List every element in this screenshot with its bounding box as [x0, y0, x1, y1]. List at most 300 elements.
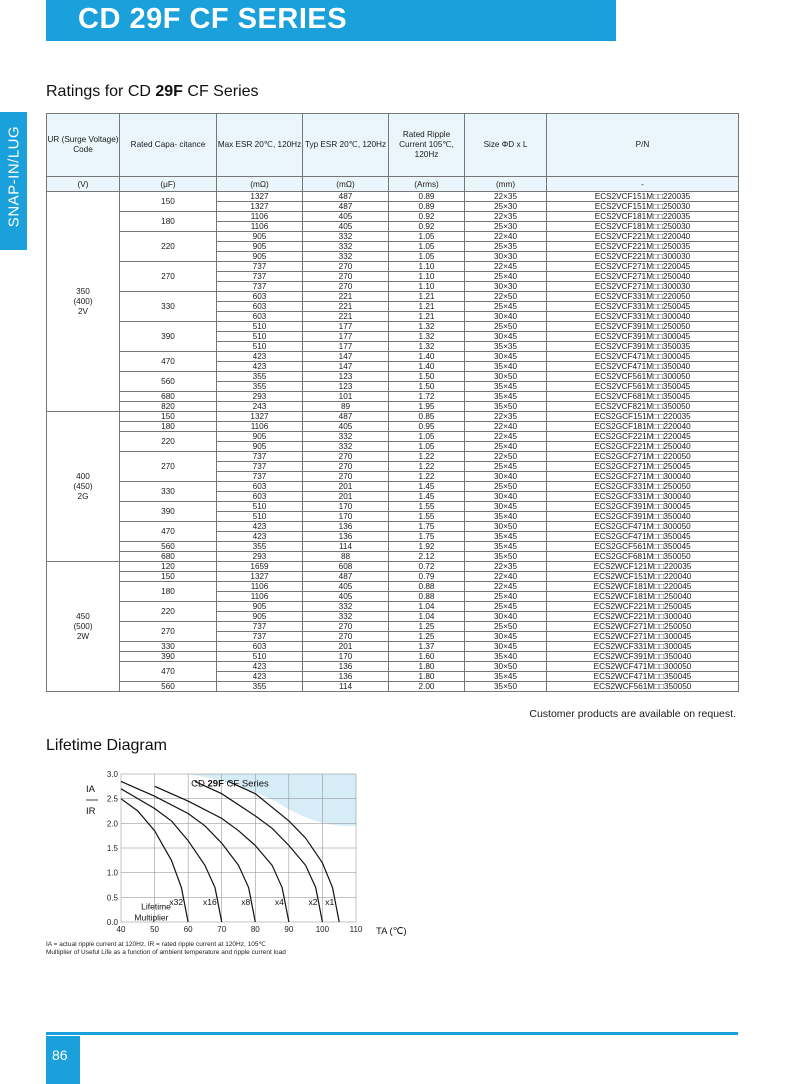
size-cell: 22×35	[465, 212, 547, 222]
ripple-current-cell: 1.25	[389, 622, 465, 632]
voltage-code-cell: 350 (400) 2V	[47, 192, 120, 412]
capacitance-cell: 820	[120, 402, 217, 412]
part-number-cell: ECS2GCF221M□□250040	[547, 442, 739, 452]
x-axis-label: TA (℃)	[376, 926, 407, 937]
max-esr-cell: 737	[217, 282, 303, 292]
ripple-current-cell: 1.72	[389, 392, 465, 402]
typ-esr-cell: 201	[303, 492, 389, 502]
max-esr-cell: 737	[217, 452, 303, 462]
table-row	[47, 622, 739, 632]
ripple-current-cell: 1.25	[389, 632, 465, 642]
ripple-current-cell: 0.88	[389, 582, 465, 592]
lifetime-chart-svg	[46, 760, 446, 960]
size-cell: 30×40	[465, 472, 547, 482]
part-number-cell: ECS2VCF181M□□250030	[547, 222, 739, 232]
part-number-cell: ECS2VCF821M□□350050	[547, 402, 739, 412]
size-cell: 30×50	[465, 662, 547, 672]
typ-esr-cell: 89	[303, 402, 389, 412]
max-esr-cell: 293	[217, 552, 303, 562]
typ-esr-cell: 147	[303, 352, 389, 362]
max-esr-cell: 510	[217, 322, 303, 332]
typ-esr-cell: 487	[303, 572, 389, 582]
part-number-cell: ECS2VCF221M□□220040	[547, 232, 739, 242]
unit-ripple: (Arms)	[389, 177, 465, 192]
table-row	[47, 482, 739, 492]
table-row	[47, 502, 739, 512]
part-number-cell: ECS2VCF271M□□250040	[547, 272, 739, 282]
size-cell: 30×45	[465, 502, 547, 512]
part-number-cell: ECS2VCF391M□□250050	[547, 322, 739, 332]
side-tab	[0, 112, 27, 250]
ripple-current-cell: 2.00	[389, 682, 465, 692]
ratings-title-prefix: Ratings for CD	[46, 83, 156, 100]
size-cell: 25×45	[465, 602, 547, 612]
typ-esr-cell: 332	[303, 602, 389, 612]
ripple-current-cell: 1.55	[389, 502, 465, 512]
y-axis-label-bottom: IR	[86, 806, 96, 817]
size-cell: 25×45	[465, 302, 547, 312]
size-cell: 25×50	[465, 622, 547, 632]
size-cell: 30×45	[465, 642, 547, 652]
ripple-current-cell: 1.05	[389, 252, 465, 262]
capacitance-cell: 150	[120, 572, 217, 582]
header-capacitance: Rated Capa- citance	[120, 114, 217, 177]
part-number-cell: ECS2GCF331M□□300040	[547, 492, 739, 502]
size-cell: 35×50	[465, 402, 547, 412]
ripple-current-cell: 1.75	[389, 532, 465, 542]
table-row	[47, 582, 739, 592]
table-row	[47, 192, 739, 202]
typ-esr-cell: 170	[303, 512, 389, 522]
part-number-cell: ECS2VCF471M□□300045	[547, 352, 739, 362]
size-cell: 35×45	[465, 532, 547, 542]
capacitance-cell: 470	[120, 522, 217, 542]
part-number-cell: ECS2WCF271M□□300045	[547, 632, 739, 642]
max-esr-cell: 423	[217, 672, 303, 682]
capacitance-cell: 470	[120, 352, 217, 372]
ratings-section-title	[46, 83, 259, 101]
table-row	[47, 412, 739, 422]
series-x2-label: x2	[308, 897, 318, 908]
max-esr-cell: 603	[217, 642, 303, 652]
table-row	[47, 642, 739, 652]
max-esr-cell: 293	[217, 392, 303, 402]
max-esr-cell: 243	[217, 402, 303, 412]
x-tick-label: 80	[250, 925, 260, 934]
ripple-current-cell: 0.88	[389, 592, 465, 602]
size-cell: 35×40	[465, 652, 547, 662]
capacitance-cell: 330	[120, 642, 217, 652]
part-number-cell: ECS2WCF471M□□300050	[547, 662, 739, 672]
part-number-cell: ECS2WCF121M□□220035	[547, 562, 739, 572]
size-cell: 25×50	[465, 482, 547, 492]
typ-esr-cell: 270	[303, 262, 389, 272]
size-cell: 25×30	[465, 202, 547, 212]
header-voltage-label: UR (Surge Voltage) Code	[47, 135, 119, 154]
ripple-current-cell: 1.40	[389, 352, 465, 362]
table-row	[47, 562, 739, 572]
size-cell: 22×40	[465, 232, 547, 242]
part-number-cell: ECS2WCF391M□□350040	[547, 652, 739, 662]
ratings-table	[46, 113, 739, 692]
part-number-cell: ECS2VCF271M□□220045	[547, 262, 739, 272]
capacitance-cell: 220	[120, 432, 217, 452]
max-esr-cell: 510	[217, 652, 303, 662]
size-cell: 30×40	[465, 612, 547, 622]
part-number-cell: ECS2VCF561M□□300050	[547, 372, 739, 382]
max-esr-cell: 737	[217, 622, 303, 632]
ripple-current-cell: 1.55	[389, 512, 465, 522]
voltage-code-cell: 400 (450) 2G	[47, 412, 120, 562]
max-esr-cell: 603	[217, 482, 303, 492]
multiplier-label-line2: Multiplier	[134, 912, 169, 923]
table-row	[47, 542, 739, 552]
typ-esr-cell: 270	[303, 622, 389, 632]
max-esr-cell: 905	[217, 442, 303, 452]
max-esr-cell: 1106	[217, 592, 303, 602]
typ-esr-cell: 332	[303, 432, 389, 442]
table-row	[47, 602, 739, 612]
typ-esr-cell: 136	[303, 522, 389, 532]
capacitance-cell: 270	[120, 622, 217, 642]
size-cell: 22×45	[465, 262, 547, 272]
table-row	[47, 352, 739, 362]
part-number-cell: ECS2WCF181M□□250040	[547, 592, 739, 602]
ripple-current-cell: 1.21	[389, 312, 465, 322]
part-number-cell: ECS2VCF681M□□350045	[547, 392, 739, 402]
ripple-current-cell: 1.32	[389, 342, 465, 352]
typ-esr-cell: 221	[303, 312, 389, 322]
ripple-current-cell: 1.22	[389, 452, 465, 462]
part-number-cell: ECS2VCF331M□□220050	[547, 292, 739, 302]
ripple-current-cell: 0.79	[389, 572, 465, 582]
max-esr-cell: 1327	[217, 572, 303, 582]
header-ripple-current: Rated Ripple Current 105℃, 120Hz	[389, 114, 465, 177]
typ-esr-cell: 88	[303, 552, 389, 562]
ripple-current-cell: 1.10	[389, 282, 465, 292]
unit-size: (mm)	[465, 177, 547, 192]
max-esr-cell: 510	[217, 502, 303, 512]
lifetime-section-title: Lifetime Diagram	[46, 737, 167, 754]
part-number-cell: ECS2WCF221M□□300040	[547, 612, 739, 622]
max-esr-cell: 603	[217, 492, 303, 502]
ripple-current-cell: 1.05	[389, 242, 465, 252]
size-cell: 30×45	[465, 332, 547, 342]
typ-esr-cell: 487	[303, 202, 389, 212]
typ-esr-cell: 136	[303, 532, 389, 542]
max-esr-cell: 510	[217, 342, 303, 352]
part-number-cell: ECS2GCF271M□□300040	[547, 472, 739, 482]
part-number-cell: ECS2GCF181M□□220040	[547, 422, 739, 432]
table-row	[47, 552, 739, 562]
ripple-current-cell: 0.85	[389, 412, 465, 422]
max-esr-cell: 510	[217, 512, 303, 522]
max-esr-cell: 1106	[217, 222, 303, 232]
size-cell: 35×45	[465, 672, 547, 682]
x-tick-label: 50	[150, 925, 160, 934]
typ-esr-cell: 177	[303, 332, 389, 342]
max-esr-cell: 905	[217, 612, 303, 622]
part-number-cell: ECS2WCF151M□□220040	[547, 572, 739, 582]
y-tick-label: 2.5	[106, 794, 118, 804]
max-esr-cell: 423	[217, 662, 303, 672]
ripple-current-cell: 2.12	[389, 552, 465, 562]
ripple-current-cell: 1.04	[389, 612, 465, 622]
ripple-current-cell: 0.89	[389, 192, 465, 202]
part-number-cell: ECS2VCF561M□□350045	[547, 382, 739, 392]
capacitance-cell: 680	[120, 552, 217, 562]
max-esr-cell: 905	[217, 432, 303, 442]
ripple-current-cell: 1.10	[389, 262, 465, 272]
ripple-current-cell: 1.60	[389, 652, 465, 662]
size-cell: 22×40	[465, 572, 547, 582]
part-number-cell: ECS2VCF151M□□250030	[547, 202, 739, 212]
footnote-2: Multiplier of Useful Life as a function of ambient temperature and ripple current load	[46, 949, 286, 956]
capacitance-cell: 270	[120, 452, 217, 482]
part-number-cell: ECS2GCF271M□□220050	[547, 452, 739, 462]
typ-esr-cell: 405	[303, 422, 389, 432]
max-esr-cell: 1659	[217, 562, 303, 572]
max-esr-cell: 603	[217, 302, 303, 312]
series-title-bar	[46, 0, 616, 41]
max-esr-cell: 510	[217, 332, 303, 342]
size-cell: 35×50	[465, 552, 547, 562]
footnote-1: IA = actual ripple current at 120Hz, IR = rated ripple current at 120Hz, 105℃	[46, 941, 266, 948]
table-row	[47, 652, 739, 662]
side-tab-label: SNAP-IN/LUG	[5, 125, 23, 228]
size-cell: 35×40	[465, 362, 547, 372]
max-esr-cell: 905	[217, 602, 303, 612]
size-cell: 35×40	[465, 512, 547, 522]
capacitance-cell: 180	[120, 582, 217, 602]
ripple-current-cell: 1.92	[389, 542, 465, 552]
ripple-current-cell: 1.50	[389, 382, 465, 392]
ripple-current-cell: 1.22	[389, 462, 465, 472]
capacitance-cell: 150	[120, 192, 217, 212]
capacitance-cell: 560	[120, 682, 217, 692]
unit-part-number: -	[547, 177, 739, 192]
ripple-current-cell: 1.10	[389, 272, 465, 282]
series-x4-label: x4	[274, 897, 284, 908]
table-row	[47, 372, 739, 382]
typ-esr-cell: 114	[303, 682, 389, 692]
size-cell: 30×45	[465, 632, 547, 642]
series-x1-label: x1	[325, 897, 335, 908]
series-title: CD 29F CF SERIES	[78, 3, 348, 35]
typ-esr-cell: 487	[303, 412, 389, 422]
table-row	[47, 422, 739, 432]
table-row	[47, 262, 739, 272]
ratings-table-body	[47, 192, 739, 692]
size-cell: 30×40	[465, 492, 547, 502]
unit-voltage: (V)	[47, 177, 120, 192]
ripple-current-cell: 1.32	[389, 332, 465, 342]
typ-esr-cell: 270	[303, 472, 389, 482]
max-esr-cell: 905	[217, 252, 303, 262]
table-row	[47, 662, 739, 672]
ripple-current-cell: 1.75	[389, 522, 465, 532]
part-number-cell: ECS2VCF391M□□350035	[547, 342, 739, 352]
typ-esr-cell: 221	[303, 292, 389, 302]
part-number-cell: ECS2WCF271M□□250050	[547, 622, 739, 632]
size-cell: 25×50	[465, 322, 547, 332]
ripple-current-cell: 0.92	[389, 222, 465, 232]
part-number-cell: ECS2WCF561M□□350050	[547, 682, 739, 692]
max-esr-cell: 737	[217, 262, 303, 272]
part-number-cell: ECS2WCF221M□□250045	[547, 602, 739, 612]
size-cell: 30×45	[465, 352, 547, 362]
max-esr-cell: 737	[217, 462, 303, 472]
max-esr-cell: 355	[217, 542, 303, 552]
max-esr-cell: 423	[217, 352, 303, 362]
header-typ-esr: Typ ESR 20℃, 120Hz	[303, 114, 389, 177]
ripple-current-cell: 1.21	[389, 302, 465, 312]
table-row	[47, 522, 739, 532]
voltage-code-cell: 450 (500) 2W	[47, 562, 120, 692]
max-esr-cell: 737	[217, 632, 303, 642]
max-esr-cell: 1106	[217, 582, 303, 592]
ratings-title-bold: 29F	[155, 83, 183, 100]
part-number-cell: ECS2GCF681M□□350050	[547, 552, 739, 562]
capacitance-cell: 390	[120, 502, 217, 522]
lifetime-chart	[46, 760, 446, 960]
typ-esr-cell: 177	[303, 342, 389, 352]
part-number-cell: ECS2GCF561M□□350045	[547, 542, 739, 552]
size-cell: 25×45	[465, 462, 547, 472]
series-x16-label: x16	[202, 897, 217, 908]
max-esr-cell: 737	[217, 472, 303, 482]
capacitance-cell: 390	[120, 652, 217, 662]
part-number-cell: ECS2GCF471M□□300050	[547, 522, 739, 532]
size-cell: 35×50	[465, 682, 547, 692]
size-cell: 22×50	[465, 292, 547, 302]
ripple-current-cell: 1.80	[389, 662, 465, 672]
part-number-cell: ECS2GCF151M□□220035	[547, 412, 739, 422]
max-esr-cell: 355	[217, 682, 303, 692]
part-number-cell: ECS2WCF331M□□300045	[547, 642, 739, 652]
typ-esr-cell: 136	[303, 672, 389, 682]
typ-esr-cell: 177	[303, 322, 389, 332]
size-cell: 22×50	[465, 452, 547, 462]
y-axis-label-top: IA	[86, 784, 95, 795]
footer-rule	[46, 1032, 738, 1035]
y-tick-label: 0.5	[106, 893, 118, 903]
size-cell: 22×35	[465, 412, 547, 422]
ripple-current-cell: 0.95	[389, 422, 465, 432]
typ-esr-cell: 487	[303, 192, 389, 202]
size-cell: 25×35	[465, 242, 547, 252]
max-esr-cell: 1106	[217, 212, 303, 222]
table-row	[47, 572, 739, 582]
part-number-cell: ECS2GCF331M□□250050	[547, 482, 739, 492]
size-cell: 22×45	[465, 432, 547, 442]
typ-esr-cell: 405	[303, 222, 389, 232]
capacitance-cell: 220	[120, 602, 217, 622]
size-cell: 25×40	[465, 442, 547, 452]
x-tick-label: 60	[183, 925, 193, 934]
unit-typ-esr: (mΩ)	[303, 177, 389, 192]
max-esr-cell: 905	[217, 242, 303, 252]
ripple-current-cell: 1.05	[389, 442, 465, 452]
ripple-current-cell: 1.22	[389, 472, 465, 482]
max-esr-cell: 355	[217, 382, 303, 392]
size-cell: 30×50	[465, 372, 547, 382]
typ-esr-cell: 136	[303, 662, 389, 672]
capacitance-cell: 330	[120, 292, 217, 322]
size-cell: 30×50	[465, 522, 547, 532]
max-esr-cell: 905	[217, 232, 303, 242]
typ-esr-cell: 270	[303, 272, 389, 282]
table-row	[47, 232, 739, 242]
typ-esr-cell: 201	[303, 482, 389, 492]
typ-esr-cell: 332	[303, 252, 389, 262]
part-number-cell: ECS2VCF151M□□220035	[547, 192, 739, 202]
ripple-current-cell: 1.21	[389, 292, 465, 302]
size-cell: 22×40	[465, 422, 547, 432]
size-cell: 22×45	[465, 582, 547, 592]
y-tick-label: 1.5	[106, 844, 118, 853]
part-number-cell: ECS2VCF471M□□350040	[547, 362, 739, 372]
part-number-cell: ECS2WCF181M□□220045	[547, 582, 739, 592]
y-tick-label: 0.0	[106, 918, 118, 927]
size-cell: 30×30	[465, 282, 547, 292]
typ-esr-cell: 332	[303, 242, 389, 252]
typ-esr-cell: 201	[303, 642, 389, 652]
part-number-cell: ECS2GCF391M□□300045	[547, 502, 739, 512]
typ-esr-cell: 405	[303, 592, 389, 602]
typ-esr-cell: 221	[303, 302, 389, 312]
typ-esr-cell: 270	[303, 282, 389, 292]
table-row	[47, 402, 739, 412]
ratings-title-suffix: CF Series	[182, 83, 259, 100]
size-cell: 22×35	[465, 562, 547, 572]
header-part-number: P/N	[547, 114, 739, 177]
typ-esr-cell: 405	[303, 582, 389, 592]
ripple-current-cell: 1.40	[389, 362, 465, 372]
max-esr-cell: 423	[217, 532, 303, 542]
typ-esr-cell: 270	[303, 632, 389, 642]
size-cell: 25×40	[465, 592, 547, 602]
table-row	[47, 292, 739, 302]
size-cell: 35×45	[465, 542, 547, 552]
typ-esr-cell: 270	[303, 462, 389, 472]
ripple-current-cell: 0.72	[389, 562, 465, 572]
page-number: 86	[52, 1047, 68, 1063]
capacitance-cell: 270	[120, 262, 217, 292]
capacitance-cell: 180	[120, 212, 217, 232]
ripple-current-cell: 1.50	[389, 372, 465, 382]
size-cell: 35×45	[465, 382, 547, 392]
part-number-cell: ECS2WCF471M□□350045	[547, 672, 739, 682]
ripple-current-cell: 1.37	[389, 642, 465, 652]
max-esr-cell: 355	[217, 372, 303, 382]
part-number-cell: ECS2VCF221M□□300030	[547, 252, 739, 262]
size-cell: 22×35	[465, 192, 547, 202]
max-esr-cell: 423	[217, 522, 303, 532]
part-number-cell: ECS2VCF181M□□220035	[547, 212, 739, 222]
typ-esr-cell: 101	[303, 392, 389, 402]
series-x32-label: x32	[169, 897, 184, 908]
unit-capacitance: (μF)	[120, 177, 217, 192]
part-number-cell: ECS2VCF271M□□300030	[547, 282, 739, 292]
typ-esr-cell: 114	[303, 542, 389, 552]
capacitance-cell: 560	[120, 542, 217, 552]
capacitance-cell: 120	[120, 562, 217, 572]
typ-esr-cell: 332	[303, 442, 389, 452]
size-cell: 35×35	[465, 342, 547, 352]
ripple-current-cell: 1.05	[389, 432, 465, 442]
x-tick-label: 70	[217, 925, 227, 934]
